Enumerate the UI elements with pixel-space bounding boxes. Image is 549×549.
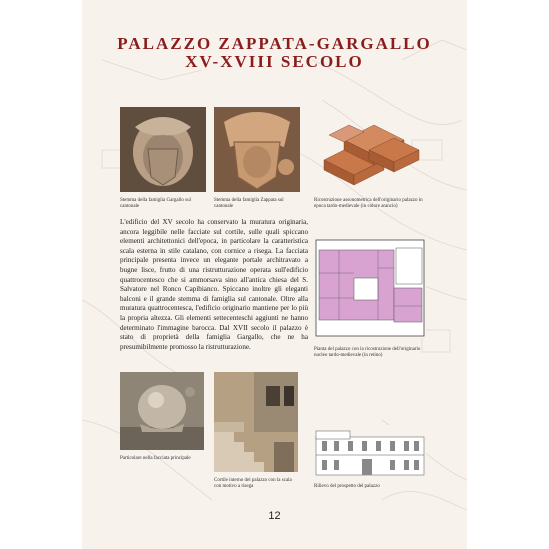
axonometric-drawing — [314, 110, 426, 188]
caption-crest-zappata: Stemma della famiglia Zappata sul cantonale — [214, 198, 284, 209]
elevation-drawing — [314, 425, 426, 477]
facade-detail-photo — [120, 372, 204, 450]
crest-gargallo-photo — [120, 107, 206, 192]
crest-zappata-photo — [214, 107, 300, 192]
caption-floor-plan: Pianta del palazzo con la ricostruzione dell'originario nucleo tardo-medievale (in retino) — [314, 347, 421, 358]
caption-facade-detail: Particolare nella facciata principale — [120, 456, 191, 461]
body-paragraph: L'edificio del XV secolo ha conservato la muratura originaria, ancora leggibile nelle facciate sul cortile, sulle quali spiccano elementi architettonici dell'epoca, in particolare la caratteristica scala esterna in stile catalano, con cornice a risega. La facciata principale presenta invece un elegante portale architravato a bugne lisce, frutto di una ristrutturazione operata sull'edificio quattrocentesco che si ammorsava sino all'antica chiesa del S. Salvatore nel Ronco Capibianco. Spiccano inoltre gli eleganti balconi e il grande stemma di famiglia sul cantonale. Oltre alla muratura quattrocentesca, l'edificio originario mantiene per lo più la propria altezza. Gli elementi settecenteschi aggiunti ne hanno determinato l'immagine barocca. Dal XVII secolo il palazzo è stato di proprietà della famiglia Gargallo, che ne ha presumibilmente promosso la ristrutturazione. — [120, 218, 308, 351]
caption-axonometric: Ricostruzione assonometrica dell'originario palazzo in epoca tardo-medievale (in colore arancio) — [314, 198, 423, 209]
floor-plan-drawing — [314, 238, 426, 338]
page-subtitle: XV-XVIII SECOLO — [185, 52, 364, 71]
document-page — [82, 0, 467, 549]
caption-courtyard: Cortile interno del palazzo con la scala con motivo a risega — [214, 478, 292, 489]
courtyard-photo — [214, 372, 298, 472]
caption-elevation: Rilievo del prospetto del palazzo — [314, 484, 380, 489]
page-title: PALAZZO ZAPPATA-GARGALLO — [117, 34, 432, 53]
caption-crest-gargallo: Stemma della famiglia Gargallo sul cantonale — [120, 198, 192, 209]
page-number: 12 — [268, 510, 281, 522]
